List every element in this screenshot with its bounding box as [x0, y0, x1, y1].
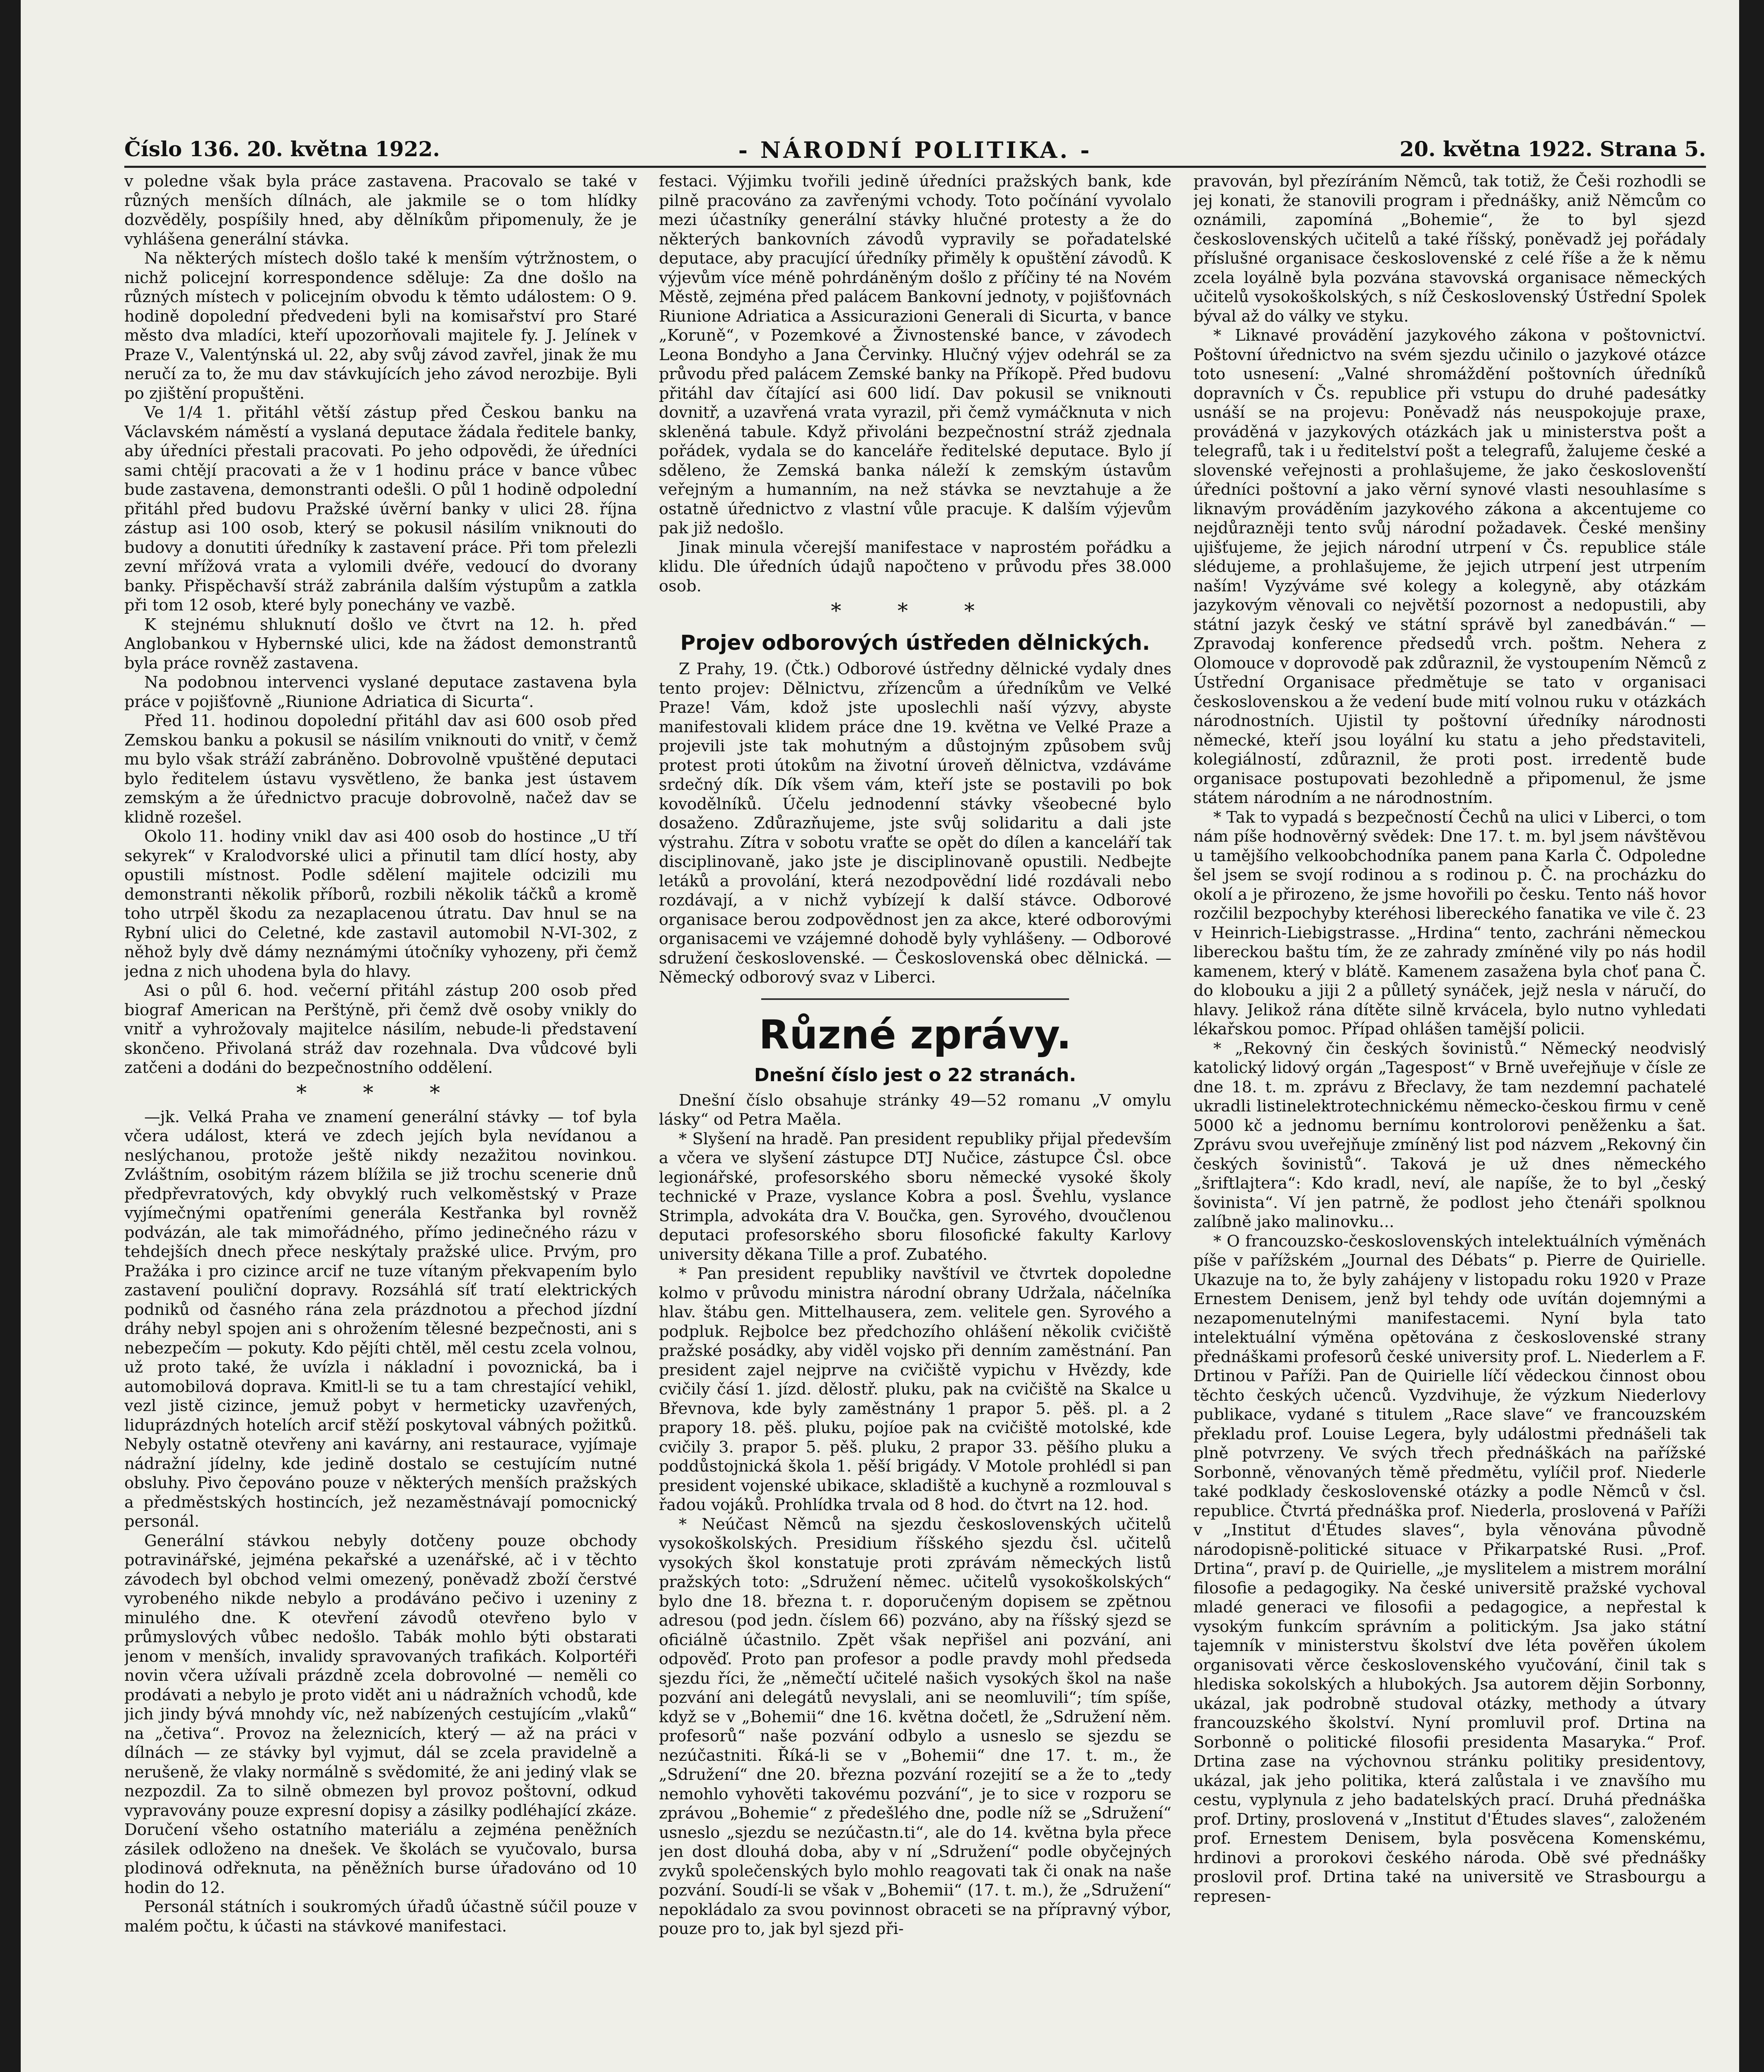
article-paragraph: Personál státních i soukromých úřadů účastně súčil pouze v malém počtu, k účasti na stávkové manifestaci.	[124, 1898, 637, 1936]
article-paragraph: * „Rekovný čin českých šovinistů.“ Německý neodvislý katolický lidový orgán „Tagespost“ v Brně uveřejňuje v čísle ze dne 18. t. m. zprávu z Břeclavy, že tam nezdemní pachatelé ukradli listinelektrotechnickému německo-českou firmu v ceně 5000 kč a jednomu bernímu kontrolorovi peněženku a šat. Zprávu svou uveřejňuje zmíněný list pod názvem „Rekovný čin českých šovinistů“. Taková je už dnes německého „šriftlajtera“: Kdo kradl, neví, ale napíše, že to byl „český šovinista“. Ví jen patrně, že podlost jeho čtenáři spolknou zalíbně jako malinovku...	[1193, 1039, 1706, 1231]
section-separator: * * *	[831, 599, 999, 623]
page-number: 20. května 1922. Strana 5.	[1399, 137, 1706, 161]
article-paragraph: Dnešní číslo obsahuje stránky 49—52 romanu „V omylu lásky“ od Petra Maěla.	[659, 1091, 1171, 1129]
column-3	[1193, 172, 1706, 2072]
article-paragraph: Generální stávkou nebyly dotčeny pouze obchody potravinářské, jejména pekařské a uzenářské, ač i v těchto závodech byl obchod velmi omezený, poněvadž zboží čerstvé vyrobeného nikde nebylo a prodáváno pečivo i uzeniny z minulého dne. K otevření závodů otevřeno bylo v průmyslových vůbec nedošlo. Tabák mohlo býti obstarati jenom v menších, invalidy spravovaných trafikách. Kolportéři novin včera užívali prázdně zcela dobrovolné — neměli co prodávati a nebylo je proto vidět ani u nádražních vchodů, kde jich jindy bývá mnohdy víc, než nabízených cestujícím „vlaků“ na „četiva“. Provoz na železnicích, který — až na práci v dílnách — ze stávky byl vyjmut, dál se zcela pravidelně a nerušeně, že vlaky normálně s svědomité, že ani jediný vlak se nezpozdil. Za to silně obmezen byl provoz poštovní, odkud vypravovány pouze expresní dopisy a zásilky podléhající zkáze. Doručení všeho ostatního materiálu a zejména peněžních zásilek odloženo na dnešek. Ve školách se vyučovalo, bursa plodinová odřeknuta, na pěněžních burse úřadováno od 10 hodin do 12.	[124, 1531, 637, 1897]
article-paragraph: Ve 1/4 1. přitáhl větší zástup před Českou banku na Václavském náměstí a vyslaná deputace žádala ředitele banky, aby úředníci přestali pracovati. Po jeho odpovědi, že úředníci sami chtějí pracovati a že v 1 hodinu práce v bance vůbec bude zastavena, demonstranti odešli. O půl 1 hodině odpolední přitáhl před budovu Pražské úvěrní banky v ulici 28. října zástup asi 100 osob, který se pokusil násilím vniknouti do budovy a donutiti úředníky k zastavení práce. Při tom přelezli zevní mřížová vrata a vylomili dvéře, vedoucí do dvorany banky. Přispěchavší stráž zabránila dalším výstupům a zatkla při tom 12 osob, které byly ponechány ve vazbě.	[124, 403, 637, 615]
article-paragraph: Před 11. hodinou dopolední přitáhl dav asi 600 osob před Zemskou banku a pokusil se násilím vniknouti do vnitř, v čemž mu bylo však stráží zabráněno. Dobrovolně vpuštěné deputaci bylo ředitelem ústavu vysvětleno, že banka jest ústavem zemským a že úřednictvo pracuje dobrovolně, načež dav se klidně rozešel.	[124, 712, 637, 827]
article-heading: Projev odborových ústředen dělnických.	[680, 631, 1150, 655]
article-paragraph: Na některých místech došlo také k menším výtržnostem, o nichž policejní korrespondence sděluje: Za dne došlo na různých místech v policejním obvodu k těmto událostem: O 9. hodině dopolední předvedeni byli na komisařství pro Staré město dva mladíci, kteří upozorňovali majitele fy. J. Jelínek v Praze V., Valentýnská ul. 22, aby svůj závod zavřel, jinak že mu neručí za to, že mu dav stávkujících jeho závod nerozbije. Byli po zjištění propuštěni.	[124, 249, 637, 403]
article-paragraph: Z Prahy, 19. (Čtk.) Odborové ústředny dělnické vydaly dnes tento projev: Dělnictvu, zřízencům a úředníkům ve Velké Praze! Vám, kdož jste uposlechli naší výzvy, abyste manifestovali klidem práce dne 19. května ve Velké Praze a projevili jste tak mohutným a důstojným způsobem svůj protest proti útokům na životní úroveň dělnictva, vzdáváme srdečný dík. Dík všem vám, kteří jste se postavili po bok kovodělníků. Účelu jednodenní stávky všeobecné bylo dosaženo. Zdůrazňujeme, jste svůj solidaritu a dali jste výstrahu. Zítra v sobotu vraťte se opět do dílen a kanceláří tak disciplinovaně, jako jste je disciplinovaně opustili. Nedbejte letáků a provolání, která nezodpovědní lidé rozdávali nebo rozdávají, a v nichž vybízejí k další stávce. Odborové organisace berou zodpovědnost jen za akce, které odborovými organisacemi ve vzájemné dohodě byly vyhlášeny. — Odborové sdružení československé. — Československá obec dělnická. — Německý odborový svaz v Liberci.	[659, 660, 1171, 987]
article-columns	[124, 172, 1706, 2072]
article-paragraph: * O francouzsko-československých intelektuálních výměnách píše v pařížském „Journal des Débats“ p. Pierre de Quirielle. Ukazuje na to, že byly zahájeny v listopadu roku 1920 v Praze Ernestem Denisem, jenž byl tehdy ode uvítán dojemnými a nezapomenutelnými manifestacemi. Nyní byla tato intelektuální výměna opětována z československé strany přednáškami profesorů české university prof. L. Niederlem a F. Drtinou v Paříži. Pan de Quirielle líčí vědeckou činnost obou těchto českých učenců. Vyzdvihuje, že výzkum Niederlovy publikace, vydané s titulem „Race slave“ ve francouzském překladu prof. Louise Legera, byly událostmi přednášeli tak plně potvrzeny. Ve svých třech přednáškách na pařížské Sorbonně, věnovaných těmě předmětu, vylíčil prof. Niederle také podklady československé otázky a podle Němců v čsl. republice. Čtvrtá přednáška prof. Niederla, proslovená v Paříži v „Institut d'Études slaves“, byla věnována původně národopisně-politické situace v Přikarpatské Rusi. „Prof. Drtina“, praví p. de Quirielle, „je myslitelem a mistrem morální filosofie a pedagogiky. Na české universitě pražské vychoval mladé generaci ve filosofii a pedagogice, a nepřestal k vysokým funkcím správním a politickým. Jsa jako státní tajemník v ministerstvu školství dve léta pověřen úkolem organisovati věrce československého vyučování, činil tak s hlediska sokolských a hlubokých. Jsa autorem dějin Sorbonny, ukázal, jak podrobně studoval otázky, methody a útvary francouzského školství. Nyní promluvil prof. Drtina na Sorbonně o politické filosofii presidenta Masaryka.“ Prof. Drtina zase na výchovnou stránku politiky presidentovy, ukázal, jak jeho politika, která zalůstala i ve znavšího mu cestu, vyplynula z jeho badatelských prací. Druhá přednáška prof. Drtiny, proslovená v „Institut d'Études slaves“, založeném prof. Ernestem Denisem, byla posvěcena Komenskému, hrdinovi a prorokovi českého národa. Obě své přednášky proslovil prof. Drtina také na universitě ve Strasbourgu a represen-	[1193, 1232, 1706, 1906]
article-paragraph: —jk. Velká Praha ve znamení generální stávky — tof byla včera událost, která ve zdech jejích byla nevídanou a neslýchanou, protože ještě nikdy nezažitou novinkou. Zvláštním, osobitým rázem blížila se již trochu scenerie dnů předpřevratových, kdy obvyklý ruch velkoměstský v Praze vyjímečnými opatřeními generála Kestřanka byl rovněž podvázán, ale tak mimořádného, přímo jedinečného rázu v tehdejších dnech přece neskýtaly pražské ulice. Prvým, pro Pražáka i pro cizince arcif ne tuze vítaným překvapením bylo zastavení pouliční dopravy. Rozsáhlá síť tratí elektrických podniků od časného rána zela prázdnotou a přechod jízdní dráhy nebyl spojen ani s ohrožením tělesné bezpečnosti, ani s nebezpečím — pokuty. Kdo pějíti chtěl, měl cestu zcela volnou, už proto také, že uvízla i nákladní i povoznická, ba i automobilová doprava. Kmitl-li se tu a tam chrestající vehikl, vezl jistě cizince, jemuž pobyt v hermeticky uzavřených, liduprázdných hotelích arcif stěží poskytoval vábných požitků. Nebyly ostatně otevřeny ani kavárny, ani restaurace, vyjímaje nádražní jídelny, kde jedině dostalo se cestujícím nutné obsluhy. Pivo čepováno pouze v některých menších pražských a předměstských hostincích, jež nezaměstnávají pomocnický personál.	[124, 1107, 637, 1531]
page-header	[124, 137, 1706, 168]
article-paragraph: K stejnému shluknutí došlo ve čtvrt na 12. h. před Anglobankou v Hybernské ulici, kde na žádost demonstrantů byla práce rovněž zastavena.	[124, 615, 637, 673]
column-2	[659, 172, 1171, 2072]
article-paragraph: Jinak minula včerejší manifestace v naprostém pořádku a klidu. Dle úředních údajů napočteno v průvodu přes 38.000 osob.	[659, 538, 1171, 595]
section-separator: * * *	[296, 1080, 465, 1105]
section-heading: Různé zprávy.	[759, 1011, 1072, 1058]
article-paragraph: Okolo 11. hodiny vnikl dav asi 400 osob do hostince „U tří sekyrek“ v Kralodvorské ulici a přinutil tam dlící hosty, aby opustili místnost. Podle sdělení majitele odcizili mu demonstranti několik příborů, rozbili několik táčků a kromě toho utrpěl škodu za nezaplacenou útratu. Dav hnul se na Rybní ulici do Celetné, kde zastavil automobil N-VI-302, z něhož byly dvě dámy neznámými útočníky vyhozeny, při čemž jedna z nich uhodena byla do hlavy.	[124, 827, 637, 981]
article-paragraph: * Neúčast Němců na sjezdu československých učitelů vysokoškolských. Presidium říšského sjezdu čsl. učitelů vysokých škol konstatuje proti zprávám německých listů pražských toto: „Sdružení němec. učitelů vysokoškolských“ bylo dne 18. března t. r. doporučeným dopisem se zpětnou adresou (pod jedn. číslem 66) pozváno, aby na říšský sjezd se oficiálně účastnilo. Zpět však nepřišel ani pozvání, ani odpověď. Proto pan profesor a podle pravdy mohl předseda sjezdu říci, že „němečtí učitelé našich vysokých škol na naše pozvání ani delegátů nevyslali, ani se neomluvili“; tím spíše, když se v „Bohemii“ dne 16. května dočetl, že „Sdružení něm. profesorů“ naše pozvání odbylo a usneslo se sjezdu se nezúčastniti. Říká-li se v „Bohemii“ dne 17. t. m., že „Sdružení“ dne 20. března pozvání rozejití se a že to „tedy nemohlo vyhověti takovému pozvání“, je to sice v rozporu se zprávou „Bohemie“ z předešlého dne, podle níž se „Sdružení“ usneslo „sjezdu se nezúčastn.ti“, ale do 14. května byla přece jen dost dlouhá doba, aby v ní „Sdružení“ podle obyčejných zvyků společenských bylo mohlo reagovati tak či onak na naše pozvání. Soudí-li se však v „Bohemii“ (17. t. m.), že „Sdružení“ nepokládalo za svou povinnost obraceti se na přípravný výbor, pouze pro to, jak byl sjezd při-	[659, 1515, 1171, 1938]
article-paragraph: v poledne však byla práce zastavena. Pracovalo se také v různých menších dílnách, ale jakmile se o tom hlídky dozvěděly, pospíšily hned, aby dělníkům připomenuly, že je vyhlášena generální stávka.	[124, 172, 637, 249]
article-paragraph: * Tak to vypadá s bezpečností Čechů na ulici v Liberci, o tom nám píše hodnověrný svědek: Dne 17. t. m. byl jsem návštěvou u tamějšího velkoobchodníka panem pana Karla Č. Odpoledne šel jsem se svojí rodinou a s rodinou p. Č. na procházku do okolí a je přirozeno, že jsme hovořili po česku. Tento náš hovor rozčilil bezpochyby kteréhosi libereckého fanatika ve vile č. 23 v Heinrich-Liebigstrasse. „Hrdina“ tento, zachráni německou libereckou baštu tím, že ze zahrady zmíněné vily po nás hodil kamenem, který v blátě. Kamenem zasažena byla choť pana Č. do klobouku a jiji 2 a půlletý synáček, jejž nesla v náručí, do hlavy. Jelikož rána dítěte silně krvácela, bylo nutno vyhledati lékařskou pomoc. Případ ohlášen tamější policii.	[1193, 808, 1706, 1038]
article-paragraph: festaci. Výjimku tvořili jedině úředníci pražských bank, kde pilně pracováno za zavřenými vchody. Toto počínání vyvolalo mezi účastníky generální stávky hlučné protesty a že do některých bankovních závodů vypravily se pořadatelské deputace, aby pracující úředníky přiměly k opuštění závodů. K výjevům více méně pohrdáněným došlo z příčiny té na Novém Městě, zejména před palácem Bankovní jednoty, v pojišťovnách Riunione Adriatica a Assicurazioni Generali di Sicurta, v bance „Koruně“, v Pozemkové a Živnostenské bance, v závodech Leona Bondyho a Jana Červinky. Hlučný výjev odehrál se za průvodu před palácem Zemské banky na Příkopě. Před budovu přitáhl dav čítající asi 600 lidí. Dav pokusil se vniknouti dovnitř, a uzavřená vrata vyrazil, při čemž vymáčknuta v nich skleněná tabule. Když přivoláni bezpečnostní stráž zjednala pořádek, vydala se do kanceláře ředitelské deputace. Bylo jí sděleno, že Zemská banka náleží k zemským ústavům veřejným a humanním, na než stávka se nevztahuje a že ostatně úřednictvo z vlastní vůle pracuje. K dalším výjevům pak již nedošlo.	[659, 172, 1171, 537]
divider-rule	[761, 998, 1069, 1000]
scan-edge-left	[0, 0, 21, 2072]
article-paragraph: * Liknavé provádění jazykového zákona v poštovnictví. Poštovní úřednictvo na svém sjezdu učinilo o jazykové otázce toto usnesení: „Valné shromáždění poštovních úředníků dopravních v Čs. republice při vstupu do druhé padesátky usnáší se na projevu: Poněvadž nás neuspokojuje praxe, prováděná v jazykových otázkách jak u ministerstva pošt a telegrafů, tak i u ředitelství pošt a telegrafů, žalujeme české a slovenské veřejnosti a prohlašujeme, že jako českoslovenští úředníci poštovní a jako věrní synové vlasti nesouhlasíme s liknavým prováděním jazykového zákona a akcentujeme co nejdůrazněji tento svůj národní požadavek. České menšiny ujišťujeme, že jejich národní utrpení v Čs. republice stále slédujeme, a prohlašujeme, že jejich utrpení jest utrpením naším! Vyzýváme své kolegy a kolegyně, aby otázkám jazykovým věnovali co největší pozornost a nedopustili, aby státní jazyk český ve státní správě byl zanedbáván.“ — Zpravodaj konference předsedů vrch. poštm. Nehera z Olomouce v doprovodě pak zdůraznil, že vystoupením Němců z Ústřední Organisace předmětuje se tato v organisaci československou a že vedení bude mití volnou ruku v otázkách národnostních. Ujistil ty poštovní úředníky národnosti německé, kteří jsou loyální ku statu a jeho představiteli, kolegiálností, zdůraznil, že proti post. irredentě bude organisace postupovati bezohledně a připomenul, že jsme státem národním a ne národnostním.	[1193, 326, 1706, 807]
issue-number: Číslo 136. 20. května 1922.	[124, 137, 440, 161]
article-paragraph: * Pan president republiky navštívil ve čtvrtek dopoledne kolmo v průvodu ministra národní obrany Udržala, náčelníka hlav. štábu gen. Mittelhausera, zem. velitele gen. Syrového a podpluk. Rejbolce bez předchozího ohlášení několik cvičiště pražské posádky, aby viděl vojsko při denním zaměstnání. Pan president zajel nejprve na cvičiště vypichu v Hvězdy, kde cvičily čásí 1. jízd. dělostř. pluku, pak na cvičiště na Skalce u Břevnova, kde byly zaměstnány 1 prapor 5. pěš. pl. a 2 prapory 18. pěš. pluku, pojíoe pak na cvičiště motolské, kde cvičily 3. prapor 5. pěš. pluku, 2 prapor 33. pěšího pluku a poddůstojnická škola 1. pěší brigády. V Motole prohlédl si pan president vojenské ubikace, skladiště a kuchyně a rozmlouval s řadou vojáků. Prohlídka trvala od 8 hod. do čtvrt na 12. hod.	[659, 1264, 1171, 1514]
article-paragraph: Asi o půl 6. hod. večerní přitáhl zástup 200 osob před biograf American na Perštýně, při čemž dvě osoby vnikly do vnitř a vyhrožovaly majitelce násilím, nebude-li představení skončeno. Přivolaná stráž dav rozehnala. Dva vůdcové byli zatčeni a dodáni do bezpečnostního oddělení.	[124, 981, 637, 1077]
section-subheading: Dnešní číslo jest o 22 stranách.	[754, 1064, 1076, 1086]
article-paragraph: pravován, byl přezíráním Němců, tak totiž, že Češi rozhodli se jej konati, že stanovili program i přednášky, aniž Němcům co oznámili, zapomíná „Bohemie“, že to byl sjezd československých učitelů a také říšský, poněvadž jej pořádaly příslušné organisace československé z celé říše a že k němu zcela loyálně byla pozvána stavovská organisace německých učitelů vysokoškolských, s níž Československý Ústřední Spolek býval až do války ve styku.	[1193, 172, 1706, 326]
masthead: - NÁRODNÍ POLITIKA. -	[738, 137, 1092, 163]
scan-edge-right	[1739, 0, 1764, 2072]
column-1	[124, 172, 637, 2072]
article-paragraph: * Slyšení na hradě. Pan president republiky přijal především a včera ve slyšení zástupce DTJ Nučice, zástupce Čsl. obce legionářské, profesorského sboru německé vysoké školy technické v Praze, vyslance Kobra a posl. Švehlu, vyslance Strimpla, advokáta dra V. Boučka, gen. Syrového, dvoučlenou deputaci profesorského sboru filosofické fakulty Karlovy university děkana Tille a prof. Zubatého.	[659, 1129, 1171, 1264]
article-paragraph: Na podobnou intervenci vyslané deputace zastavena byla práce v pojišťovně „Riunione Adriatica di Sicurta“.	[124, 673, 637, 711]
